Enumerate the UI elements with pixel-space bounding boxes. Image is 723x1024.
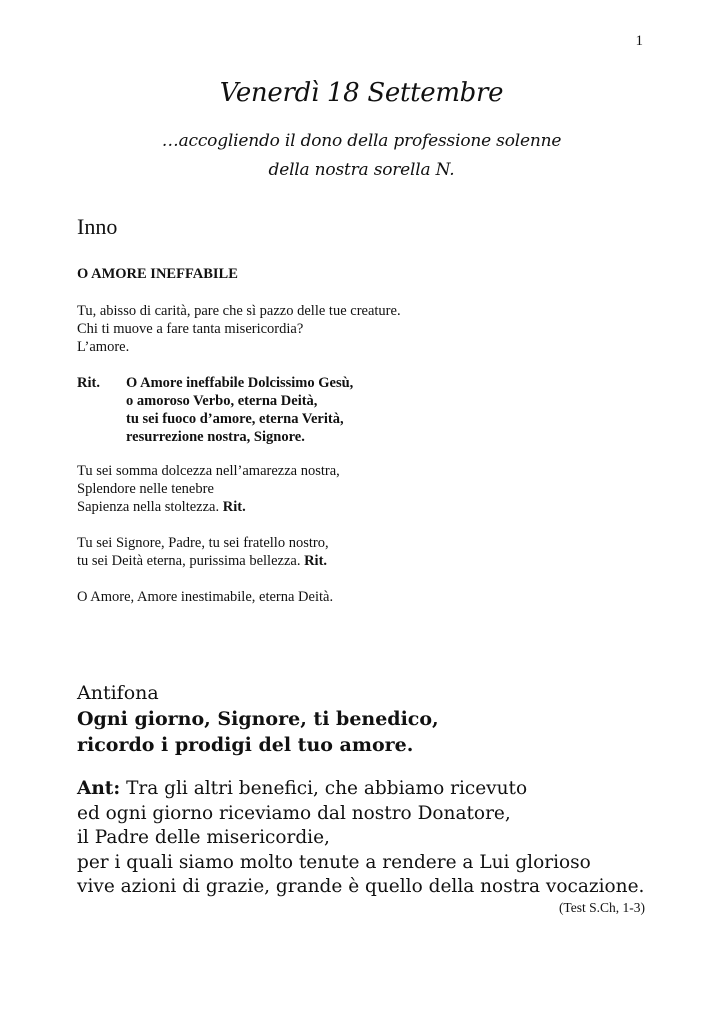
reading-line: vive azioni di grazie, grande è quello della nostra vocazione. (77, 876, 645, 897)
antifona-line: Ogni giorno, Signore, ti benedico, (77, 708, 439, 730)
stanza-line: Tu sei somma dolcezza nell’amarezza nostra, (77, 463, 340, 479)
hymn-stanza-1 (77, 302, 401, 356)
hymn-title: O AMORE INEFFABILE (77, 266, 238, 282)
reading-line: per i quali siamo molto tenute a rendere a Lui glorioso (77, 851, 591, 873)
citation: (Test S.Ch, 1-3) (558, 900, 645, 915)
reading-line-text: Tra gli altri benefici, che abbiamo ricevuto (120, 778, 528, 799)
subtitle-line-2: della nostra sorella N. (268, 160, 455, 180)
hymn-stanza-2 (77, 462, 340, 516)
stanza-line: Tu sei Signore, Padre, tu sei fratello nostro, (77, 535, 329, 551)
stanza-line: L’amore. (77, 339, 130, 355)
section-heading-inno: Inno (77, 214, 118, 239)
stanza-line (77, 498, 340, 516)
refrain-line: resurrezione nostra, Signore. (126, 429, 305, 445)
hymn-closing (77, 588, 333, 606)
stanza-line: Chi ti muove a fare tanta misericordia? (77, 321, 304, 337)
ant-label: Ant: (77, 778, 121, 799)
antifona-reading (77, 777, 644, 900)
stanza-line: Splendore nelle tenebre (77, 481, 214, 497)
stanza-line: Tu, abisso di carità, pare che sì pazzo delle tue creature. (77, 303, 401, 319)
refrain-label: Rit. (77, 375, 100, 391)
antifona-line: ricordo i prodigi del tuo amore. (77, 734, 414, 756)
refrain-lines (126, 374, 353, 446)
reading-line: ed ogni giorno riceviamo dal nostro Donatore, (77, 802, 511, 824)
refrain-reference: Rit. (304, 553, 328, 569)
stanza-line (77, 552, 329, 570)
page-number: 1 (635, 33, 643, 49)
hymn-stanza-3 (77, 534, 329, 570)
antifona-heading: Antifona (77, 682, 159, 704)
subtitle-line-1: …accogliendo il dono della professione solenne (161, 131, 562, 151)
stanza-line-text: Sapienza nella stoltezza. (77, 499, 220, 515)
page-title: Venerdì 18 Settembre (219, 78, 504, 108)
stanza-line-text: tu sei Deità eterna, purissima bellezza. (77, 553, 301, 569)
reading-line (77, 777, 644, 802)
antifona-section (77, 680, 439, 758)
refrain-line: o amoroso Verbo, eterna Deità, (126, 393, 318, 409)
refrain-line: O Amore ineffabile Dolcissimo Gesù, (126, 375, 354, 391)
refrain-line: tu sei fuoco d’amore, eterna Verità, (126, 411, 344, 427)
closing-line: O Amore, Amore inestimabile, eterna Deità. (77, 589, 334, 605)
refrain-reference: Rit. (222, 499, 246, 515)
reading-line: il Padre delle misericordie, (77, 827, 330, 848)
